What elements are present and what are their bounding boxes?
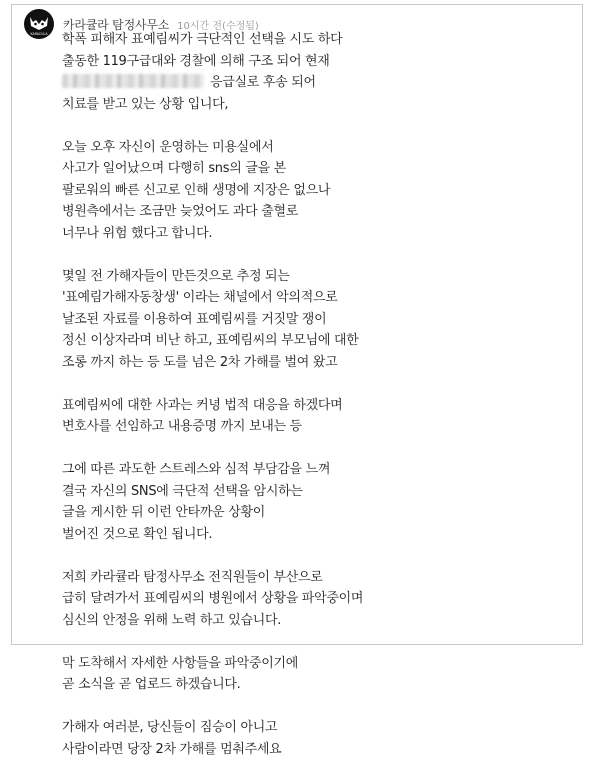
text-line-tail: 응급실로 후송 되어 [210, 75, 316, 90]
text-line [62, 72, 582, 94]
text-line: 날조된 자료를 이용하여 표예림씨를 거짓말 쟁이 [62, 311, 327, 327]
text-line: 오늘 오후 자신이 운영하는 미용실에서 [62, 139, 274, 155]
text-line: 병원측에서는 조금만 늦었어도 과다 출혈로 [62, 204, 298, 219]
text-line: 막 도착해서 자세한 사항들을 파악중이기에 [62, 655, 298, 671]
text-line: 치료를 받고 있는 상황 입니다, [62, 96, 229, 112]
text-line: 조롱 까지 하는 등 도를 넘은 2차 가해를 벌여 왔고 [62, 354, 338, 370]
paragraph [62, 653, 582, 696]
post-timestamp: 10시간 전(수정됨) [177, 20, 259, 32]
paragraph [62, 29, 582, 115]
paragraph [62, 137, 582, 245]
text-line: 변호사를 선임하고 내용증명 까지 보내는 등 [62, 419, 302, 434]
paragraph [62, 395, 582, 438]
blurred-hospital-name [62, 74, 204, 88]
paragraph [62, 459, 582, 545]
svg-text:KARACULA: KARACULA [30, 32, 48, 36]
text-line: 학폭 피해자 표예림씨가 극단적인 선택을 시도 하다 [62, 32, 343, 47]
text-line: 가해자 여러분, 당신들이 짐승이 아니고 [62, 720, 278, 735]
text-line: 정신 이상자라며 비난 하고, 표예림씨의 부모님에 대한 [62, 333, 359, 348]
text-line: 글을 게시한 뒤 이런 안타까운 상황이 [62, 505, 266, 520]
text-line: 출동한 119구급대와 경찰에 의해 구조 되어 현재 [62, 53, 330, 69]
text-line: 심신의 안정을 위해 노력 하고 있습니다. [62, 612, 282, 628]
paragraph [62, 567, 582, 632]
paragraph [62, 266, 582, 374]
text-line: 결국 자신의 SNS에 극단적 선택을 암시하는 [62, 483, 303, 499]
text-line: 벌어진 것으로 확인 됩니다. [62, 526, 213, 542]
text-line: 사람이라면 당장 2차 가해를 멈춰주세요 [62, 741, 282, 757]
text-line: '표예림가해자동창생' 이라는 채널에서 악의적으로 [62, 290, 338, 305]
text-line: 그에 따른 과도한 스트레스와 심적 부담감을 느껴 [62, 462, 331, 477]
post-card [11, 4, 583, 757]
paragraph [62, 717, 582, 760]
text-line: 몇일 전 가해자들이 만든것으로 추정 되는 [62, 268, 290, 284]
author-name[interactable]: 카라큘라 탐정사무소 [63, 17, 170, 32]
post-body [62, 29, 582, 782]
text-line: 표예림씨에 대한 사과는 커녕 법적 대응을 하겠다며 [62, 397, 343, 413]
text-line: 너무나 위험 했다고 합니다. [62, 225, 213, 241]
text-line: 팔로워의 빠른 신고로 인해 생명에 지장은 없으나 [62, 182, 331, 198]
kara-mask-logo-icon [24, 9, 54, 39]
avatar[interactable] [24, 9, 54, 39]
text-line: 사고가 일어났으며 다행히 sns의 글을 본 [62, 161, 286, 176]
text-line: 저희 카라큘라 탐정사무소 전직원들이 부산으로 [62, 569, 323, 585]
text-line: 곧 소식을 곧 업로드 하겠습니다. [62, 677, 241, 692]
text-line: 급히 달려가서 표예림씨의 병원에서 상황을 파악중이며 [62, 591, 364, 606]
